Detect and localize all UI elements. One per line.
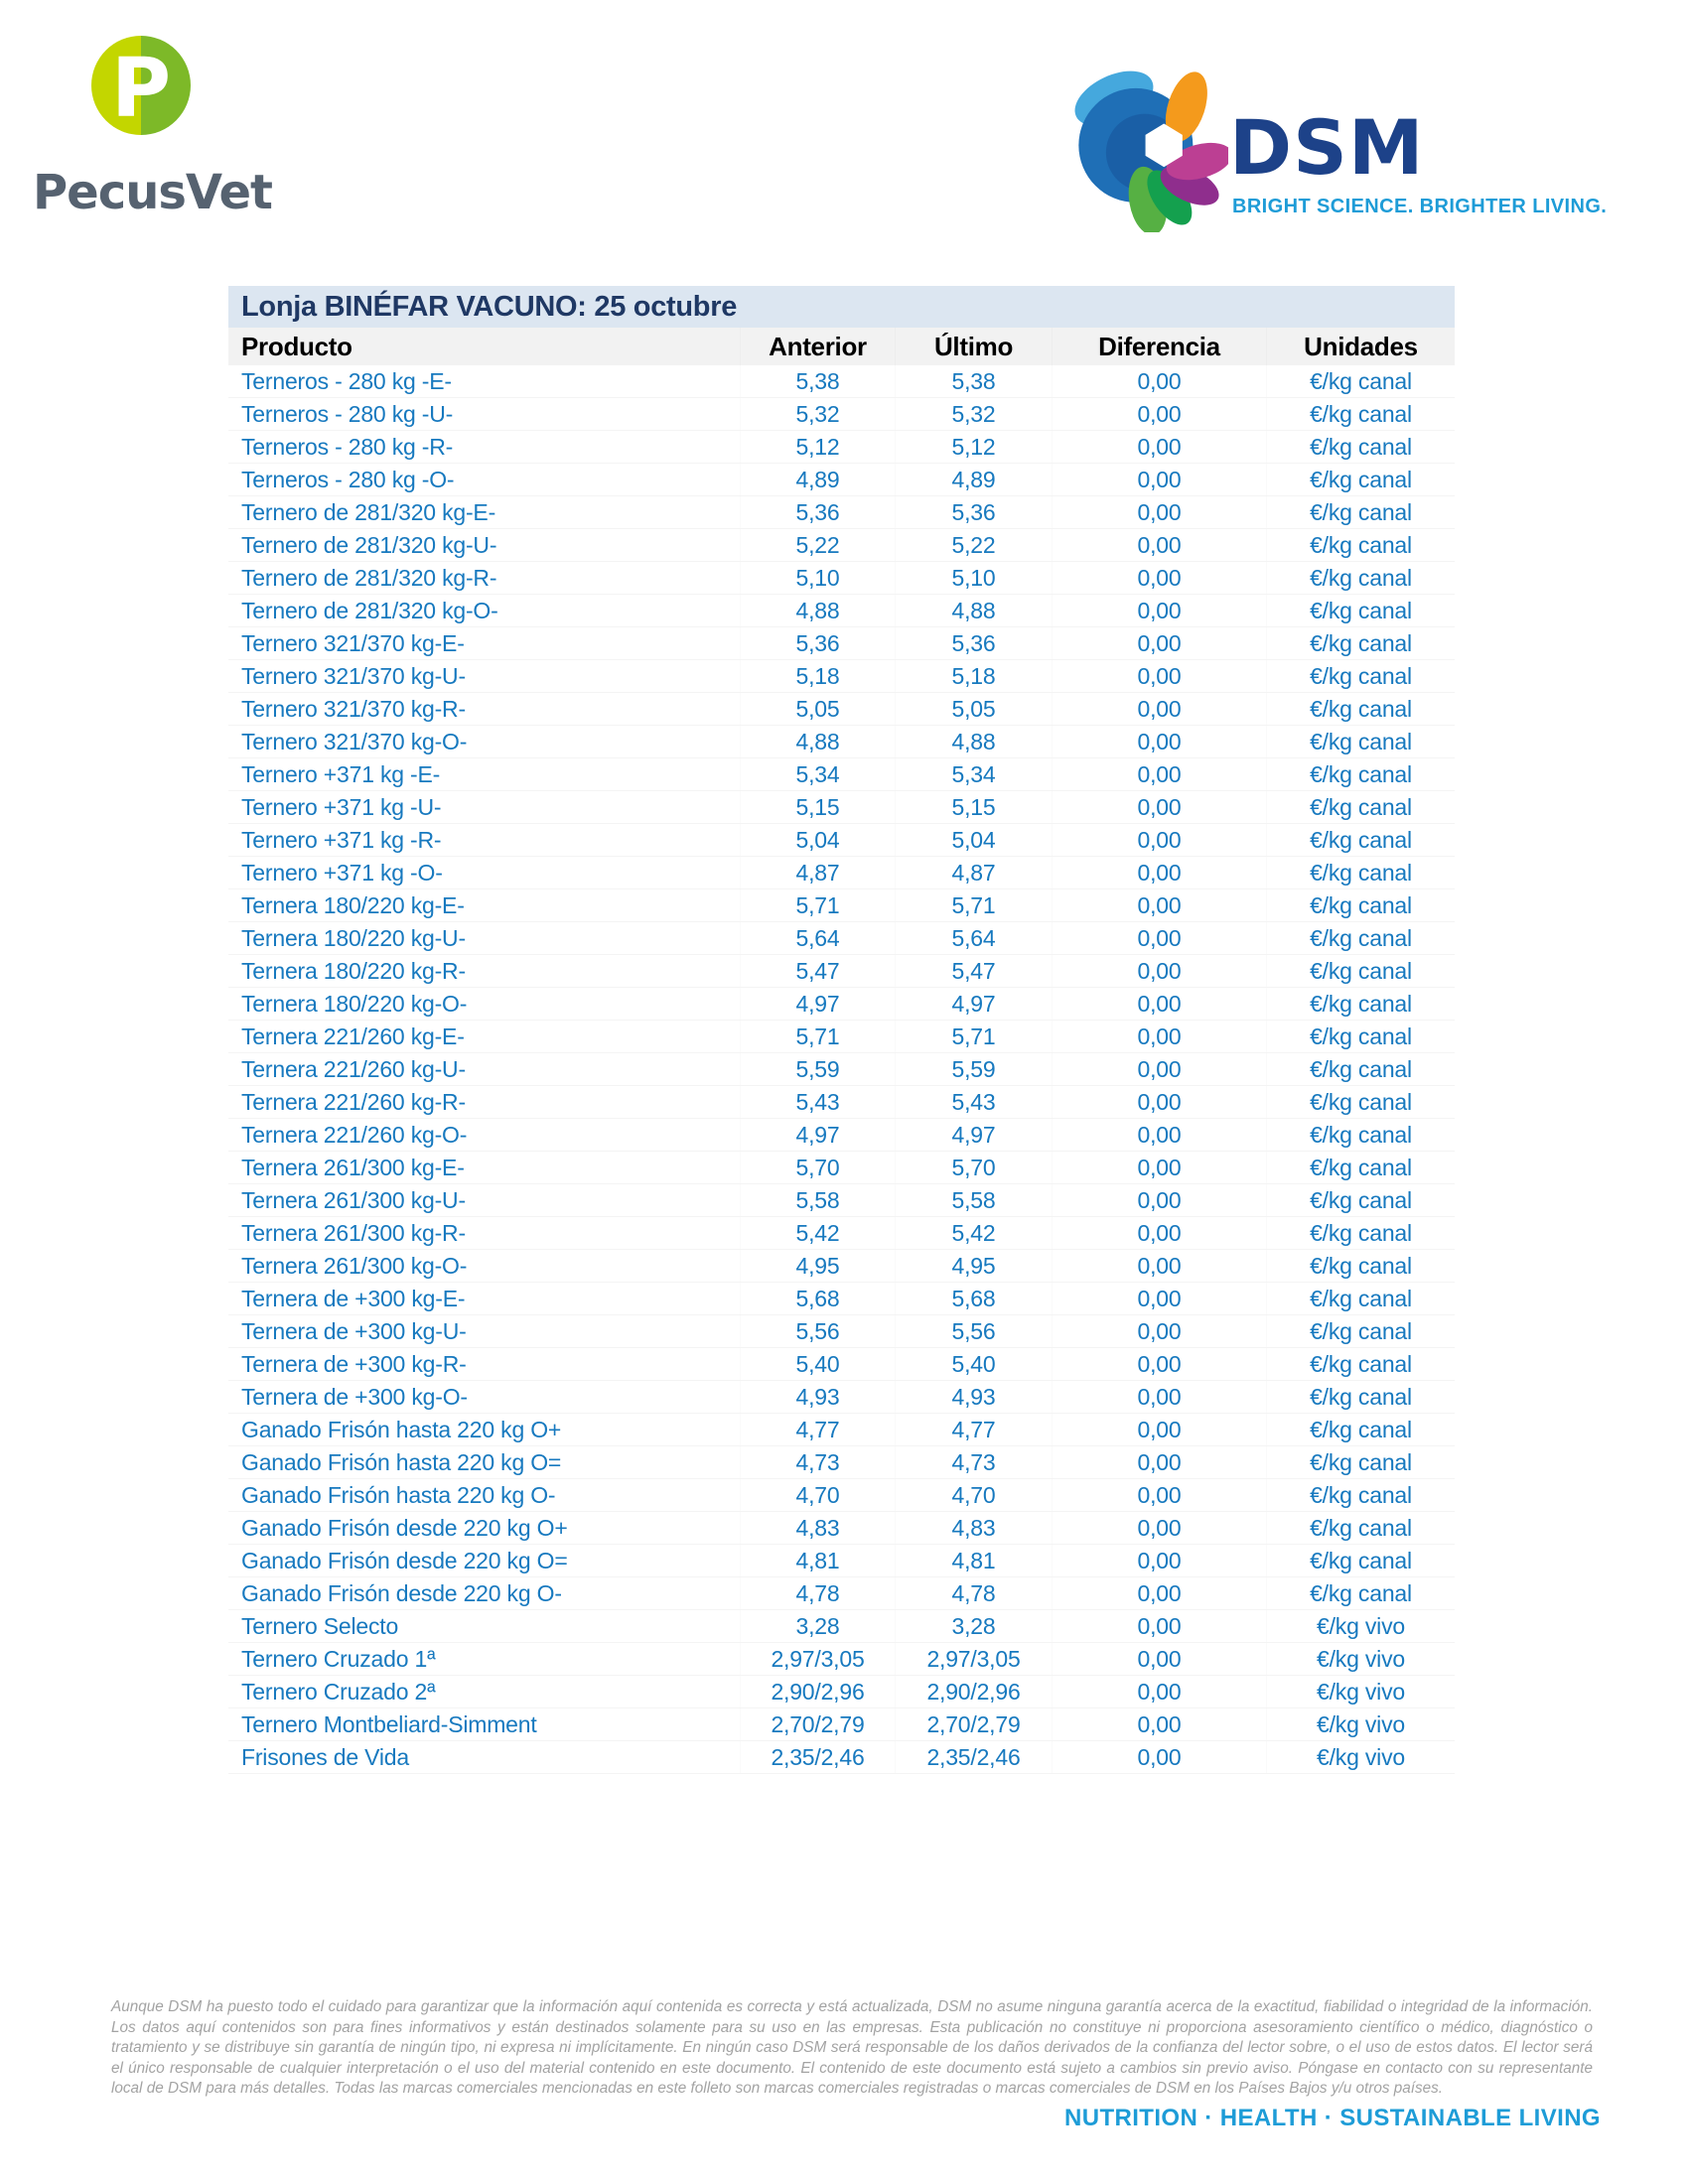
table-row [228, 1021, 1455, 1053]
cell-producto: Ganado Frisón desde 220 kg O+ [241, 1515, 568, 1541]
table-row [228, 1283, 1455, 1315]
cell-producto: Ternero 321/370 kg-E- [241, 630, 465, 656]
table-row [228, 1119, 1455, 1152]
cell-diferencia: 0,00 [1137, 1024, 1182, 1049]
cell-ultimo: 4,93 [951, 1384, 996, 1410]
cell-diferencia: 0,00 [1137, 1580, 1182, 1606]
disclaimer-text: Aunque DSM ha puesto todo el cuidado para garantizar que la información aquí contenida es correcta y está actualizada, DSM no asume ninguna garantía acerca de la exactitud, fiabilidad o integridad de la información. Los datos aquí contenidos son para fines informativos y están destinados solamente para su uso en las empresas. Esta publicación no constituye ni proporciona asesoramiento científico o médico, diagnóstico o tratamiento y se distribuye sin garantía de ningún tipo, ni expresa ni implícitamente. En ningún caso DSM será responsable de los daños derivados de la confianza del lector sobre, o el uso de estos datos. El lector será el único responsable de cualquier interpretación o el uso del material contenido en este documento. El contenido de este documento está sujeto a cambios sin previo aviso. Póngase en contacto con su representante local de DSM para más detalles. Todas las marcas comerciales mencionadas en este folleto son marcas comerciales registradas o marcas comerciales de DSM en los Países Bajos y/u otros países. [111, 1998, 1593, 2098]
cell-ultimo: 5,05 [951, 696, 996, 722]
cell-diferencia: 0,00 [1137, 1220, 1182, 1246]
cell-producto: Ternero Cruzado 2ª [241, 1679, 436, 1705]
cell-anterior: 4,97 [795, 991, 840, 1017]
cell-anterior: 5,59 [795, 1056, 840, 1082]
cell-unidades: €/kg canal [1310, 663, 1412, 689]
cell-anterior: 5,38 [795, 368, 840, 394]
table-row [228, 660, 1455, 693]
column-header-diferencia: Diferencia [1098, 332, 1220, 361]
cell-producto: Ternera 180/220 kg-E- [241, 892, 465, 918]
cell-diferencia: 0,00 [1137, 1548, 1182, 1573]
cell-diferencia: 0,00 [1137, 958, 1182, 984]
cell-ultimo: 5,70 [951, 1155, 996, 1180]
cell-anterior: 5,58 [795, 1187, 840, 1213]
cell-anterior: 4,83 [795, 1515, 840, 1541]
cell-unidades: €/kg canal [1310, 401, 1412, 427]
cell-producto: Ternero de 281/320 kg-R- [241, 565, 497, 591]
footer-tagline: NUTRITION · HEALTH · SUSTAINABLE LIVING [1063, 2105, 1601, 2131]
cell-unidades: €/kg canal [1310, 860, 1412, 886]
cell-anterior: 2,70/2,79 [771, 1711, 865, 1737]
cell-ultimo: 5,58 [951, 1187, 996, 1213]
cell-diferencia: 0,00 [1137, 1449, 1182, 1475]
cell-producto: Ternera 261/300 kg-O- [241, 1253, 468, 1279]
cell-ultimo: 5,59 [951, 1056, 996, 1082]
cell-anterior: 5,71 [795, 892, 840, 918]
table-row [228, 431, 1455, 464]
cell-unidades: €/kg canal [1310, 1089, 1412, 1115]
table-row [228, 1184, 1455, 1217]
cell-unidades: €/kg canal [1310, 1122, 1412, 1148]
cell-diferencia: 0,00 [1137, 499, 1182, 525]
cell-ultimo: 5,71 [951, 892, 996, 918]
cell-unidades: €/kg canal [1310, 1318, 1412, 1344]
column-header-ultimo: Último [933, 332, 1014, 361]
table-row [228, 1512, 1455, 1545]
cell-diferencia: 0,00 [1137, 1646, 1182, 1672]
cell-unidades: €/kg canal [1310, 1187, 1412, 1213]
cell-diferencia: 0,00 [1137, 1351, 1182, 1377]
cell-unidades: €/kg canal [1310, 1548, 1412, 1573]
cell-ultimo: 4,77 [951, 1417, 996, 1442]
table-row [228, 1741, 1455, 1774]
table-row [228, 857, 1455, 889]
cell-diferencia: 0,00 [1137, 860, 1182, 886]
cell-ultimo: 5,10 [951, 565, 996, 591]
cell-diferencia: 0,00 [1137, 1089, 1182, 1115]
pecusvet-logo-icon [91, 36, 191, 135]
cell-anterior: 5,64 [795, 925, 840, 951]
cell-ultimo: 2,90/2,96 [926, 1679, 1021, 1705]
table-row [228, 922, 1455, 955]
table-row [228, 1053, 1455, 1086]
cell-ultimo: 4,88 [951, 729, 996, 754]
cell-diferencia: 0,00 [1137, 925, 1182, 951]
cell-ultimo: 5,22 [951, 532, 996, 558]
table-body [228, 365, 1455, 1774]
cell-ultimo: 5,71 [951, 1024, 996, 1049]
cell-anterior: 4,73 [795, 1449, 840, 1475]
cell-ultimo: 5,04 [951, 827, 996, 853]
cell-unidades: €/kg canal [1310, 1449, 1412, 1475]
cell-unidades: €/kg canal [1310, 1286, 1412, 1311]
cell-unidades: €/kg canal [1310, 1056, 1412, 1082]
table-row [228, 562, 1455, 595]
cell-anterior: 5,34 [795, 761, 840, 787]
cell-anterior: 4,93 [795, 1384, 840, 1410]
cell-producto: Terneros - 280 kg -R- [241, 434, 454, 460]
cell-producto: Ternera 221/260 kg-U- [241, 1056, 466, 1082]
table-row [228, 824, 1455, 857]
dsm-swirl-icon [1067, 62, 1228, 237]
cell-anterior: 5,36 [795, 630, 840, 656]
cell-unidades: €/kg canal [1310, 1351, 1412, 1377]
cell-unidades: €/kg canal [1310, 598, 1412, 623]
cell-unidades: €/kg canal [1310, 925, 1412, 951]
cell-anterior: 4,88 [795, 598, 840, 623]
table-row [228, 1676, 1455, 1708]
table-row [228, 627, 1455, 660]
cell-producto: Ternero 321/370 kg-R- [241, 696, 466, 722]
cell-producto: Ternera 221/260 kg-O- [241, 1122, 468, 1148]
cell-ultimo: 2,35/2,46 [926, 1744, 1021, 1770]
cell-ultimo: 5,36 [951, 499, 996, 525]
cell-diferencia: 0,00 [1137, 434, 1182, 460]
table-row [228, 1545, 1455, 1577]
cell-anterior: 4,97 [795, 1122, 840, 1148]
cell-diferencia: 0,00 [1137, 1155, 1182, 1180]
cell-ultimo: 2,97/3,05 [926, 1646, 1021, 1672]
cell-ultimo: 5,36 [951, 630, 996, 656]
cell-anterior: 5,56 [795, 1318, 840, 1344]
cell-diferencia: 0,00 [1137, 1286, 1182, 1311]
cell-unidades: €/kg canal [1310, 1417, 1412, 1442]
cell-anterior: 5,10 [795, 565, 840, 591]
cell-ultimo: 4,70 [951, 1482, 996, 1508]
cell-unidades: €/kg canal [1310, 696, 1412, 722]
cell-ultimo: 4,81 [951, 1548, 996, 1573]
table-row [228, 1348, 1455, 1381]
table-row [228, 1577, 1455, 1610]
cell-anterior: 5,12 [795, 434, 840, 460]
table-row [228, 791, 1455, 824]
cell-diferencia: 0,00 [1137, 1417, 1182, 1442]
table-row [228, 955, 1455, 988]
cell-unidades: €/kg canal [1310, 434, 1412, 460]
cell-anterior: 5,71 [795, 1024, 840, 1049]
cell-producto: Ganado Frisón desde 220 kg O= [241, 1548, 568, 1573]
table-row [228, 1217, 1455, 1250]
cell-producto: Ternera 261/300 kg-E- [241, 1155, 465, 1180]
cell-producto: Ternera 180/220 kg-O- [241, 991, 468, 1017]
cell-producto: Ternera 221/260 kg-R- [241, 1089, 466, 1115]
cell-ultimo: 5,18 [951, 663, 996, 689]
cell-diferencia: 0,00 [1137, 696, 1182, 722]
cell-anterior: 5,70 [795, 1155, 840, 1180]
table-row [228, 1152, 1455, 1184]
cell-unidades: €/kg canal [1310, 1482, 1412, 1508]
cell-ultimo: 5,43 [951, 1089, 996, 1115]
cell-producto: Ternera 261/300 kg-U- [241, 1187, 466, 1213]
cell-unidades: €/kg canal [1310, 565, 1412, 591]
cell-producto: Ternero +371 kg -O- [241, 860, 443, 886]
cell-diferencia: 0,00 [1137, 1515, 1182, 1541]
cell-unidades: €/kg vivo [1317, 1613, 1405, 1639]
cell-ultimo: 5,68 [951, 1286, 996, 1311]
cell-ultimo: 5,47 [951, 958, 996, 984]
cell-diferencia: 0,00 [1137, 598, 1182, 623]
cell-ultimo: 5,64 [951, 925, 996, 951]
cell-producto: Ternera de +300 kg-R- [241, 1351, 467, 1377]
cell-anterior: 5,42 [795, 1220, 840, 1246]
cell-diferencia: 0,00 [1137, 761, 1182, 787]
cell-unidades: €/kg canal [1310, 467, 1412, 492]
cell-unidades: €/kg canal [1310, 1384, 1412, 1410]
table-row [228, 889, 1455, 922]
cell-anterior: 4,87 [795, 860, 840, 886]
cell-producto: Ternero 321/370 kg-U- [241, 663, 466, 689]
table-row [228, 365, 1455, 398]
cell-producto: Ternero de 281/320 kg-O- [241, 598, 498, 623]
cell-diferencia: 0,00 [1137, 565, 1182, 591]
cell-diferencia: 0,00 [1137, 1613, 1182, 1639]
pecusvet-wordmark: PecusVet [33, 165, 272, 220]
table-row [228, 398, 1455, 431]
cell-diferencia: 0,00 [1137, 794, 1182, 820]
cell-unidades: €/kg vivo [1317, 1646, 1405, 1672]
cell-unidades: €/kg canal [1310, 729, 1412, 754]
cell-anterior: 4,89 [795, 467, 840, 492]
cell-ultimo: 5,32 [951, 401, 996, 427]
table-row [228, 988, 1455, 1021]
cell-diferencia: 0,00 [1137, 991, 1182, 1017]
table-row [228, 1250, 1455, 1283]
cell-producto: Ternera de +300 kg-U- [241, 1318, 467, 1344]
cell-anterior: 4,81 [795, 1548, 840, 1573]
table-row [228, 1414, 1455, 1446]
cell-unidades: €/kg canal [1310, 1580, 1412, 1606]
cell-ultimo: 4,87 [951, 860, 996, 886]
cell-unidades: €/kg canal [1310, 1220, 1412, 1246]
cell-producto: Ternero Selecto [241, 1613, 399, 1639]
cell-anterior: 4,88 [795, 729, 840, 754]
cell-producto: Ganado Frisón hasta 220 kg O- [241, 1482, 556, 1508]
cell-ultimo: 5,56 [951, 1318, 996, 1344]
cell-ultimo: 5,34 [951, 761, 996, 787]
cell-producto: Ternera 180/220 kg-U- [241, 925, 466, 951]
table-row [228, 1446, 1455, 1479]
cell-anterior: 5,18 [795, 663, 840, 689]
price-table [228, 286, 1455, 1774]
cell-anterior: 5,47 [795, 958, 840, 984]
table-row [228, 758, 1455, 791]
cell-diferencia: 0,00 [1137, 1679, 1182, 1705]
cell-ultimo: 5,38 [951, 368, 996, 394]
table-row [228, 726, 1455, 758]
cell-unidades: €/kg canal [1310, 1155, 1412, 1180]
cell-diferencia: 0,00 [1137, 1711, 1182, 1737]
cell-diferencia: 0,00 [1137, 827, 1182, 853]
cell-unidades: €/kg canal [1310, 761, 1412, 787]
dsm-tagline: BRIGHT SCIENCE. BRIGHTER LIVING. [1232, 196, 1608, 217]
cell-ultimo: 4,95 [951, 1253, 996, 1279]
cell-diferencia: 0,00 [1137, 1744, 1182, 1770]
cell-anterior: 3,28 [795, 1613, 840, 1639]
cell-unidades: €/kg canal [1310, 1253, 1412, 1279]
cell-unidades: €/kg canal [1310, 1024, 1412, 1049]
cell-anterior: 2,97/3,05 [771, 1646, 865, 1672]
cell-producto: Ternero 321/370 kg-O- [241, 729, 468, 754]
cell-diferencia: 0,00 [1137, 1482, 1182, 1508]
cell-unidades: €/kg canal [1310, 892, 1412, 918]
cell-diferencia: 0,00 [1137, 1318, 1182, 1344]
cell-ultimo: 4,97 [951, 991, 996, 1017]
cell-unidades: €/kg canal [1310, 630, 1412, 656]
cell-diferencia: 0,00 [1137, 630, 1182, 656]
cell-diferencia: 0,00 [1137, 729, 1182, 754]
column-header-unidades: Unidades [1304, 332, 1418, 361]
cell-ultimo: 4,89 [951, 467, 996, 492]
cell-ultimo: 5,12 [951, 434, 996, 460]
cell-unidades: €/kg canal [1310, 1515, 1412, 1541]
cell-anterior: 2,90/2,96 [771, 1679, 865, 1705]
cell-anterior: 4,78 [795, 1580, 840, 1606]
table-row [228, 595, 1455, 627]
cell-diferencia: 0,00 [1137, 368, 1182, 394]
table-row [228, 1479, 1455, 1512]
cell-anterior: 5,22 [795, 532, 840, 558]
cell-unidades: €/kg canal [1310, 532, 1412, 558]
cell-producto: Ganado Frisón hasta 220 kg O= [241, 1449, 562, 1475]
cell-anterior: 5,15 [795, 794, 840, 820]
table-row [228, 496, 1455, 529]
cell-diferencia: 0,00 [1137, 1187, 1182, 1213]
cell-ultimo: 4,73 [951, 1449, 996, 1475]
cell-ultimo: 5,40 [951, 1351, 996, 1377]
cell-producto: Ternera de +300 kg-O- [241, 1384, 468, 1410]
cell-diferencia: 0,00 [1137, 1384, 1182, 1410]
table-title: Lonja BINÉFAR VACUNO: 25 octubre [228, 286, 1455, 328]
cell-producto: Ternero Cruzado 1ª [241, 1646, 436, 1672]
cell-anterior: 5,32 [795, 401, 840, 427]
cell-ultimo: 4,88 [951, 598, 996, 623]
cell-ultimo: 5,15 [951, 794, 996, 820]
cell-ultimo: 4,83 [951, 1515, 996, 1541]
column-header-producto: Producto [241, 332, 352, 361]
cell-producto: Ternero de 281/320 kg-E- [241, 499, 496, 525]
cell-diferencia: 0,00 [1137, 467, 1182, 492]
cell-diferencia: 0,00 [1137, 532, 1182, 558]
table-row [228, 693, 1455, 726]
cell-diferencia: 0,00 [1137, 401, 1182, 427]
cell-diferencia: 0,00 [1137, 1122, 1182, 1148]
cell-anterior: 5,05 [795, 696, 840, 722]
table-row [228, 1643, 1455, 1676]
cell-producto: Terneros - 280 kg -U- [241, 401, 454, 427]
cell-producto: Ternero +371 kg -U- [241, 794, 442, 820]
table-row [228, 464, 1455, 496]
cell-diferencia: 0,00 [1137, 1253, 1182, 1279]
cell-diferencia: 0,00 [1137, 663, 1182, 689]
cell-anterior: 4,70 [795, 1482, 840, 1508]
cell-ultimo: 3,28 [951, 1613, 996, 1639]
cell-anterior: 5,68 [795, 1286, 840, 1311]
cell-unidades: €/kg canal [1310, 499, 1412, 525]
cell-anterior: 4,77 [795, 1417, 840, 1442]
cell-producto: Ternero Montbeliard-Simment [241, 1711, 537, 1737]
cell-producto: Ternera 221/260 kg-E- [241, 1024, 465, 1049]
cell-ultimo: 2,70/2,79 [926, 1711, 1021, 1737]
cell-diferencia: 0,00 [1137, 1056, 1182, 1082]
cell-producto: Ganado Frisón desde 220 kg O- [241, 1580, 562, 1606]
table-row [228, 1381, 1455, 1414]
cell-producto: Ternero de 281/320 kg-U- [241, 532, 497, 558]
cell-unidades: €/kg canal [1310, 368, 1412, 394]
cell-producto: Frisones de Vida [241, 1744, 409, 1770]
cell-ultimo: 4,97 [951, 1122, 996, 1148]
cell-producto: Ternera de +300 kg-E- [241, 1286, 466, 1311]
cell-anterior: 5,43 [795, 1089, 840, 1115]
cell-producto: Terneros - 280 kg -O- [241, 467, 455, 492]
cell-ultimo: 4,78 [951, 1580, 996, 1606]
table-row [228, 1708, 1455, 1741]
cell-unidades: €/kg canal [1310, 827, 1412, 853]
cell-diferencia: 0,00 [1137, 892, 1182, 918]
cell-producto: Ternero +371 kg -R- [241, 827, 442, 853]
cell-anterior: 5,04 [795, 827, 840, 853]
column-header-anterior: Anterior [769, 332, 867, 361]
table-row [228, 1315, 1455, 1348]
table-row [228, 1610, 1455, 1643]
cell-unidades: €/kg canal [1310, 991, 1412, 1017]
dsm-wordmark: DSM [1229, 103, 1425, 192]
cell-anterior: 5,36 [795, 499, 840, 525]
cell-unidades: €/kg vivo [1317, 1711, 1405, 1737]
cell-anterior: 2,35/2,46 [771, 1744, 865, 1770]
cell-anterior: 4,95 [795, 1253, 840, 1279]
cell-producto: Ternera 180/220 kg-R- [241, 958, 466, 984]
table-row [228, 1086, 1455, 1119]
cell-producto: Ternero +371 kg -E- [241, 761, 441, 787]
cell-producto: Terneros - 280 kg -E- [241, 368, 452, 394]
table-header-row [228, 328, 1455, 365]
cell-producto: Ternera 261/300 kg-R- [241, 1220, 466, 1246]
pecusvet-logo-letter: P [110, 42, 172, 136]
cell-anterior: 5,40 [795, 1351, 840, 1377]
cell-unidades: €/kg vivo [1317, 1679, 1405, 1705]
table-row [228, 529, 1455, 562]
cell-unidades: €/kg vivo [1317, 1744, 1405, 1770]
cell-ultimo: 5,42 [951, 1220, 996, 1246]
cell-unidades: €/kg canal [1310, 958, 1412, 984]
cell-producto: Ganado Frisón hasta 220 kg O+ [241, 1417, 562, 1442]
cell-unidades: €/kg canal [1310, 794, 1412, 820]
